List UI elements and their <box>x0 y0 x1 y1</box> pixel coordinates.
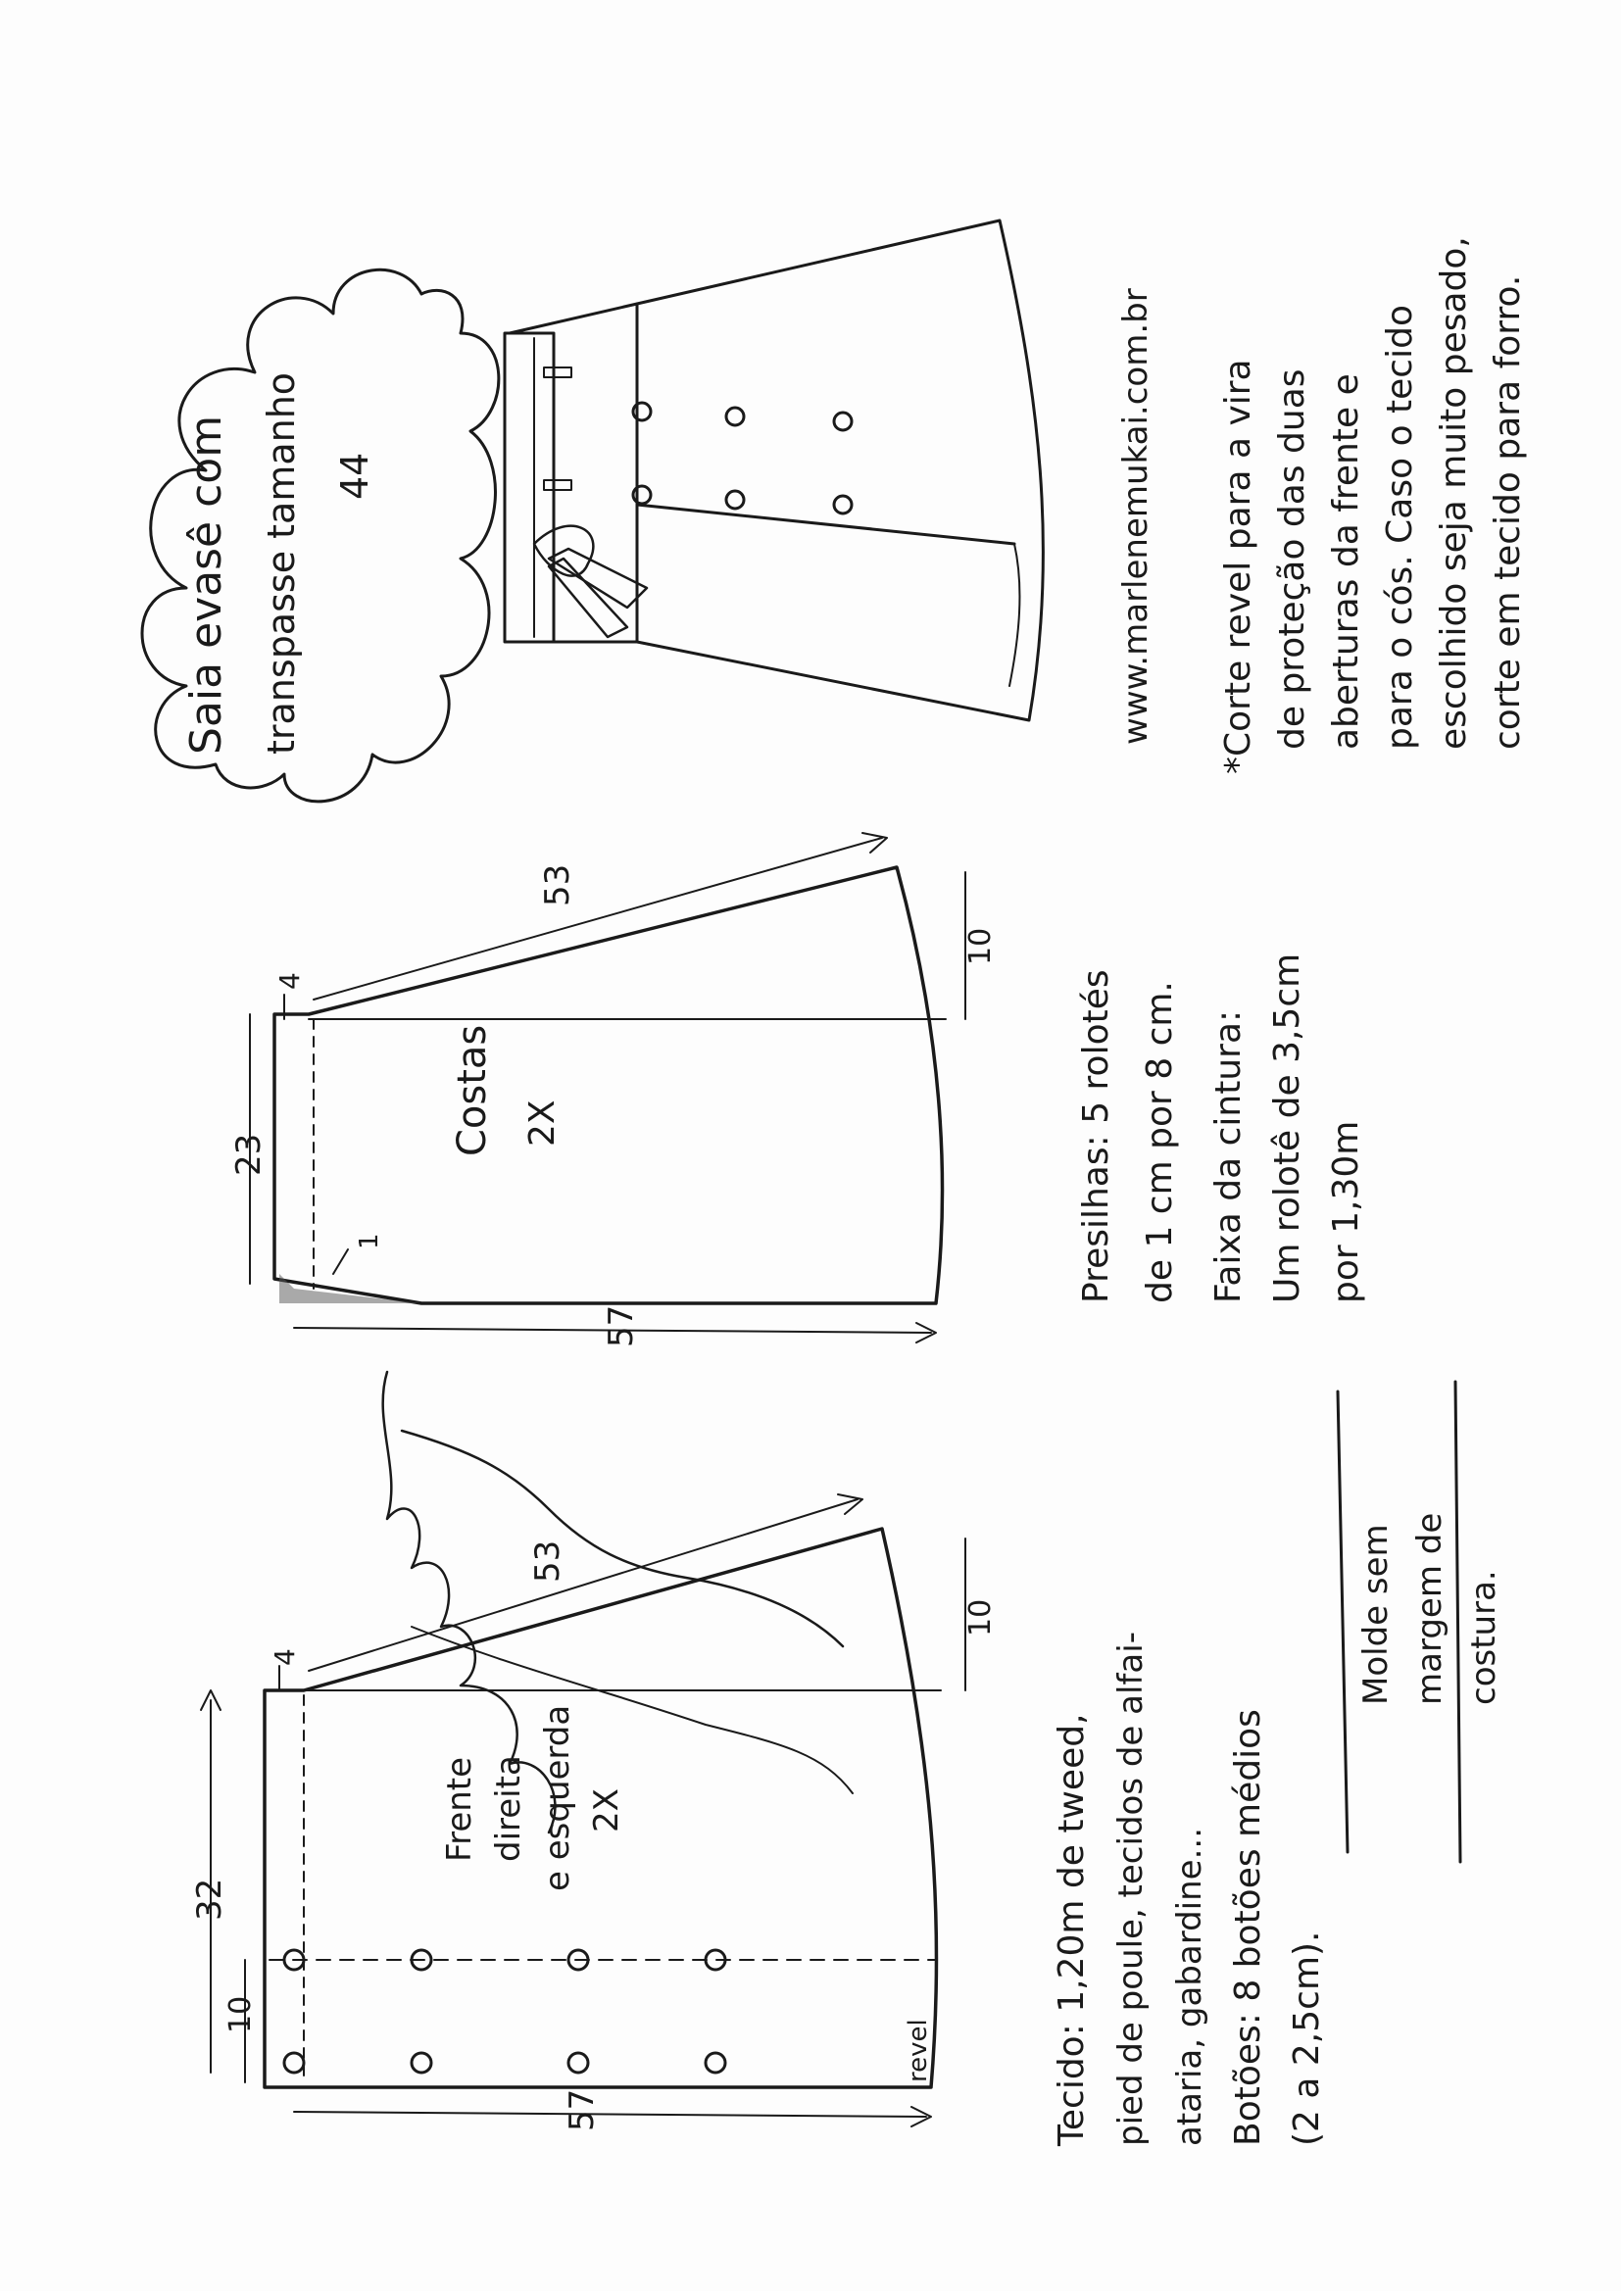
faixa-line1: Faixa da cintura: <box>1208 1009 1249 1303</box>
front-buttons <box>284 1950 725 2073</box>
revel-note-line3: aberturas da frente e <box>1326 373 1366 750</box>
front-dim-waist: 32 <box>190 1878 229 1921</box>
back-dim-waist: 23 <box>229 1133 269 1176</box>
website-url: www.marlenemukai.com.br <box>1116 288 1155 745</box>
front-dim-flare: 10 <box>963 1598 998 1637</box>
title-line2: transpasse tamanho <box>260 371 303 755</box>
front-dim-length: 57 <box>563 2088 602 2131</box>
box-note-line2: margem de <box>1410 1512 1449 1705</box>
title-line1: Saia evasê com <box>181 415 231 755</box>
front-piece-name-line2: direita <box>489 1755 528 1862</box>
presilhas-notes <box>1076 953 1366 1303</box>
tecido-line2: pied de poule, tecidos de alfai- <box>1111 1632 1151 2146</box>
front-dim-overlap: 10 <box>223 1995 258 2033</box>
back-dim-offset: 4 <box>273 972 306 990</box>
box-note-line1: Molde sem <box>1356 1524 1396 1705</box>
front-piece-name-line1: Frente <box>440 1756 479 1862</box>
back-dim-curve: 1 <box>355 1233 384 1249</box>
faixa-line2: Um rolotê de 3,5cm <box>1267 953 1307 1303</box>
revel-note-line5: escolhido seja muito pesado, <box>1434 236 1474 750</box>
tecido-line1: Tecido: 1,20m de tweed, <box>1052 1713 1092 2146</box>
back-piece-count: 2X <box>522 1099 563 1147</box>
boxed-note <box>1338 1382 1503 1862</box>
presilhas-line2: de 1 cm por 8 cm. <box>1140 981 1180 1303</box>
back-dim-flare: 10 <box>963 927 998 965</box>
tecido-notes <box>1052 1632 1327 2147</box>
back-dim-diagonal: 53 <box>538 863 577 906</box>
back-piece <box>229 833 998 1347</box>
back-dim-length: 57 <box>602 1304 641 1347</box>
title-line3: 44 <box>333 452 376 500</box>
back-piece-name: Costas <box>450 1024 495 1156</box>
front-dim-diagonal: 53 <box>528 1539 567 1583</box>
sketch-buttons <box>633 403 852 513</box>
revel-note-line4: para o cós. Caso o tecido <box>1380 305 1420 750</box>
title-cloud <box>142 269 499 802</box>
botoes-line2: (2 a 2,5cm). <box>1287 1930 1327 2146</box>
front-piece-name-line3: e esquerda <box>538 1704 577 1891</box>
tecido-line3: ataria, gabardine... <box>1170 1827 1209 2146</box>
front-piece <box>190 1494 998 2131</box>
box-note-line3: costura. <box>1464 1570 1503 1705</box>
revel-note <box>1218 236 1528 774</box>
presilhas-line1: Presilhas: 5 rolotés <box>1076 969 1116 1303</box>
faixa-line3: por 1,30m <box>1326 1120 1366 1303</box>
revel-note-line2: de proteção das duas <box>1272 368 1312 750</box>
revel-note-line1: *Corte revel para a vira <box>1218 359 1258 774</box>
skirt-sketch <box>505 220 1043 720</box>
botoes-line1: Botões: 8 botões médios <box>1228 1709 1268 2146</box>
front-revel-label: revel <box>904 2019 933 2082</box>
front-dim-offset: 4 <box>269 1648 301 1666</box>
revel-note-line6: corte em tecido para forro. <box>1488 274 1528 750</box>
front-piece-count: 2X <box>587 1788 626 1832</box>
